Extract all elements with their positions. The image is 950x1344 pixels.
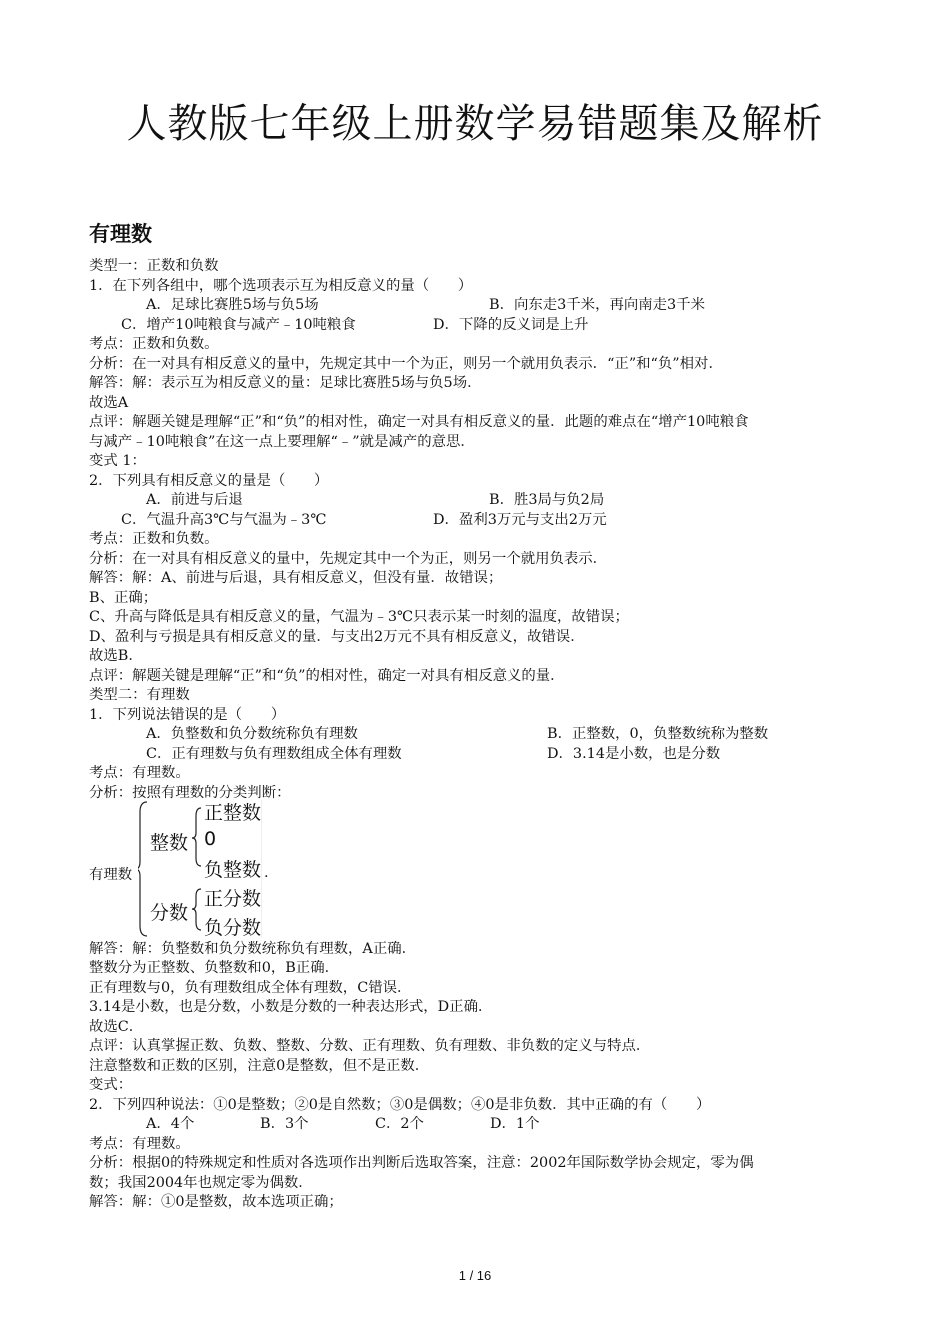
text-line: 解答：解：A、前进与后退，具有相反意义，但没有量．故错误；: [89, 570, 503, 586]
text-line: 与减产﹣10吨粮食”在这一点上要理解“﹣”就是减产的意思．: [89, 434, 475, 450]
question-line: 1．在下列各组中，哪个选项表示互为相反意义的量（ ）: [89, 278, 473, 294]
text-line: 解答：解：表示互为相反意义的量：足球比赛胜5场与负5场．: [89, 375, 482, 391]
option-b: B．向东走3千米，再向南走3千米: [489, 297, 705, 313]
text-line: 类型二：有理数: [89, 687, 190, 703]
tree-fraction: 分数: [150, 902, 189, 924]
text-line: D、盈利与亏损是具有相反意义的量．与支出2万元不具有相反意义，故错误．: [89, 629, 585, 645]
text-line: 考点：正数和负数。: [89, 531, 219, 547]
text-line: 故选B．: [89, 648, 143, 664]
option-b: B．正整数，0，负整数统称为整数: [547, 726, 769, 742]
text-line: 3.14是小数，也是分数，小数是分数的一种表达形式，D正确．: [89, 999, 493, 1015]
text-line: 考点：正数和负数。: [89, 336, 219, 352]
text-line: 点评：解题关键是理解“正”和“负”的相对性，确定一对具有相反意义的量．此题的难点在“增产10吨粮食: [89, 414, 749, 430]
question-line: 1．下列说法错误的是（ ）: [89, 707, 286, 723]
option-a: A．4个: [146, 1116, 195, 1132]
option-d: D．3.14是小数，也是分数: [547, 746, 721, 762]
tree-zero: 0: [204, 828, 217, 850]
text-line: 分析：在一对具有相反意义的量中，先规定其中一个为正，则另一个就用负表示．“正”和“负”相对．: [89, 356, 723, 372]
option-c: C．正有理数与负有理数组成全体有理数: [146, 746, 402, 762]
text-line: 故选A: [89, 395, 129, 411]
option-a: A．足球比赛胜5场与负5场: [146, 297, 319, 313]
option-b: B．胜3局与负2局: [489, 492, 605, 508]
tree-integer: 整数: [150, 832, 189, 854]
option-b: B．3个: [260, 1116, 309, 1132]
question-line: 2．下列四种说法：①0是整数；②0是自然数；③0是偶数；④0是非负数．其中正确的有（ ）: [89, 1097, 711, 1113]
text-line: 整数分为正整数、负整数和0，B正确．: [89, 960, 339, 976]
tree-positive-integer: 正整数: [204, 802, 262, 824]
text-line: 数；我国2004年也规定零为偶数．: [89, 1175, 313, 1191]
classification-tree: [138, 800, 262, 938]
text-line: 分析：根据0的特殊规定和性质对各选项作出判断后选取答案，注意：2002年国际数学协会规定，零为偶: [89, 1155, 754, 1171]
variant-heading: 变式 1：: [89, 453, 146, 469]
option-d: D．1个: [490, 1116, 540, 1132]
option-a: A．前进与后退: [146, 492, 243, 508]
option-c: C．2个: [375, 1116, 424, 1132]
tree-negative-fraction: 负分数: [204, 917, 262, 939]
option-c: C．气温升高3℃与气温为﹣3℃: [121, 512, 327, 528]
section-heading: 有理数: [89, 222, 152, 246]
text-line: 解答：解：①0是整数，故本选项正确；: [89, 1194, 343, 1210]
question-line: 2．下列具有相反意义的量是（ ）: [89, 473, 329, 489]
text-line: 点评：解题关键是理解“正”和“负”的相对性，确定一对具有相反意义的量．: [89, 668, 565, 684]
text-line: 分析：按照有理数的分类判断：: [89, 785, 291, 801]
text-line: C、升高与降低是具有相反意义的量，气温为﹣3℃只表示某一时刻的温度，故错误；: [89, 609, 629, 625]
page-title: 人教版七年级上册数学易错题集及解析: [126, 101, 824, 147]
option-a: A．负整数和负分数统称负有理数: [146, 726, 358, 742]
page-number: 1 / 16: [458, 1268, 492, 1283]
text-line: B、正确；: [89, 590, 158, 606]
text-line: 解答：解：负整数和负分数统称负有理数，A正确．: [89, 941, 416, 957]
text-line: 正有理数与0，负有理数组成全体有理数，C错误．: [89, 980, 412, 996]
option-d: D．盈利3万元与支出2万元: [433, 512, 607, 528]
tree-period: .: [264, 865, 269, 881]
option-c: C．增产10吨粮食与减产﹣10吨粮食: [121, 317, 356, 333]
variant-heading: 变式：: [89, 1077, 133, 1093]
text-line: 考点：有理数。: [89, 1136, 190, 1152]
text-line: 考点：有理数。: [89, 765, 190, 781]
option-d: D．下降的反义词是上升: [433, 317, 589, 333]
tree-negative-integer: 负整数: [204, 859, 262, 881]
text-line: 分析：在一对具有相反意义的量中，先规定其中一个为正，则另一个就用负表示．: [89, 551, 608, 567]
tree-root-label: 有理数: [89, 867, 133, 883]
text-line: 点评：认真掌握正数、负数、整数、分数、正有理数、负有理数、非负数的定义与特点．: [89, 1038, 651, 1054]
text-line: 故选C．: [89, 1019, 144, 1035]
tree-positive-fraction: 正分数: [204, 888, 262, 910]
text-line: 注意整数和正数的区别，注意0是整数，但不是正数．: [89, 1058, 430, 1074]
text-line: 类型一：正数和负数: [89, 258, 219, 274]
